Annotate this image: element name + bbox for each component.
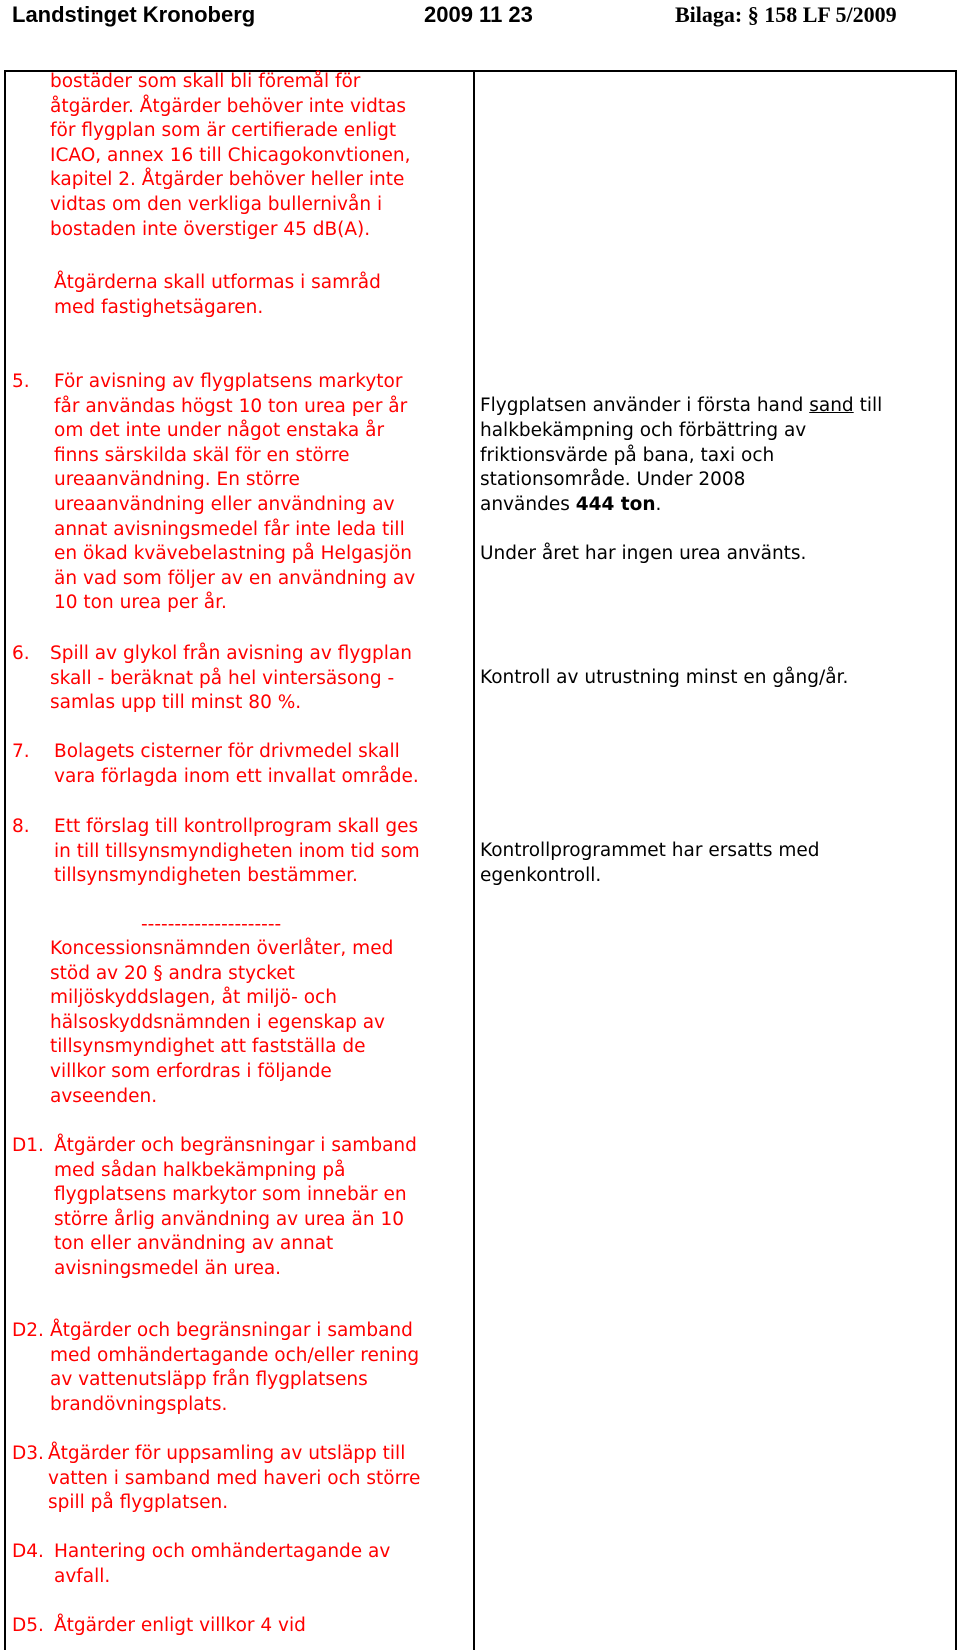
- comment-5-usage: [480, 493, 661, 518]
- condition-5-number: 5.: [12, 371, 30, 392]
- delegation-d2-number: D2.: [12, 1320, 44, 1341]
- delegation-d2-text: Åtgärder och begränsningar i samband med omhändertagande och/eller rening av vattenutsläpp från flygplatsens brandövningsplats.: [50, 1320, 420, 1415]
- comment-5-text-end: till: [853, 395, 883, 416]
- delegation-d5-number: D5.: [12, 1615, 44, 1636]
- comment-5-usage-label: användes: [480, 494, 576, 515]
- document-date: 2009 11 23: [424, 2, 533, 27]
- condition-7-number: 7.: [12, 741, 30, 762]
- comment-8: Kontrollprogrammet har ersatts med egenkontroll.: [480, 840, 820, 886]
- delegation-d3-number: D3.: [12, 1443, 44, 1464]
- delegation-d1-text: Åtgärder och begränsningar i samband med sådan halkbekämpning på flygplatsens markytor som innebär en större årlig användning av urea än 10 ton eller användning av annat avisningsmedel än urea.: [54, 1135, 417, 1279]
- delegation-d4-number: D4.: [12, 1541, 44, 1562]
- delegation-paragraph: Koncessionsnämnden överlåter, med stöd av 20 § andra stycket miljöskyddslagen, åt miljö- och hälsoskyddsnämnden i egenskap av tillsynsmyndighet att fastställa de villkor som erfordras i följande avseenden.: [50, 938, 394, 1107]
- comment-5-urea: Under året har ingen urea använts.: [480, 543, 807, 564]
- condition-6-text: Spill av glykol från avisning av flygplan skall - beräknat på hel vintersäsong - samlas upp till minst 80 %.: [50, 643, 412, 714]
- comment-5-body: halkbekämpning och förbättring av friktionsvärde på bana, taxi och stationsområde. Under 2008: [480, 420, 807, 491]
- condition-8-text: Ett förslag till kontrollprogram skall ges in till tillsynsmyndigheten inom tid som tillsynsmyndigheten bestämmer.: [54, 816, 420, 887]
- delegation-d3-text: Åtgärder för uppsamling av utsläpp till vatten i samband med haveri och större spill på flygplatsen.: [48, 1443, 421, 1514]
- organization-name: Landstinget Kronoberg: [12, 2, 256, 27]
- delegation-d4-text: Hantering och omhändertagande av avfall.: [54, 1541, 391, 1587]
- comment-6: Kontroll av utrustning minst en gång/år.: [480, 667, 849, 688]
- condition-7-text: Bolagets cisterner för drivmedel skall vara förlagda inom ett invallat område.: [54, 741, 419, 787]
- column-divider: [473, 70, 475, 1650]
- page-header: [0, 0, 960, 30]
- comment-5-line-1: [480, 394, 882, 419]
- delegation-d1-number: D1.: [12, 1135, 44, 1156]
- condition-5-text: För avisning av flygplatsens markytor får användas högst 10 ton urea per år om det inte under något enstaka år finns särskilda skäl för en större ureaanvändning. En större ureaanvändning eller användning av annat avisningsmedel får inte leda till en ökad kvävebelastning på Helgasjön än vad som följer av en användning av 10 ton urea per år.: [54, 371, 416, 614]
- condition-6-number: 6.: [12, 643, 30, 664]
- condition-8-number: 8.: [12, 816, 30, 837]
- comment-5-amount: 444 ton: [575, 494, 656, 515]
- condition-4-consultation: Åtgärderna skall utformas i samråd med fastighetsägaren.: [54, 272, 381, 318]
- section-separator: ---------------------: [141, 914, 282, 935]
- comment-5-sand: sand: [809, 395, 854, 416]
- comment-5-text-start: Flygplatsen använder i första hand: [480, 395, 810, 416]
- comment-5-period: .: [655, 494, 662, 515]
- condition-4-continuation: bostäder som skall bli föremål för åtgärder. Åtgärder behöver inte vidtas för flygplan som är certifierade enligt ICAO, annex 16 till Chicagokonvtionen, kapitel 2. Åtgärder behöver heller inte vidtas om den verkliga bullernivån i bostaden inte överstiger 45 dB(A).: [50, 71, 411, 240]
- delegation-d5-text: Åtgärder enligt villkor 4 vid: [54, 1615, 306, 1636]
- attachment-reference: Bilaga: § 158 LF 5/2009: [675, 2, 897, 27]
